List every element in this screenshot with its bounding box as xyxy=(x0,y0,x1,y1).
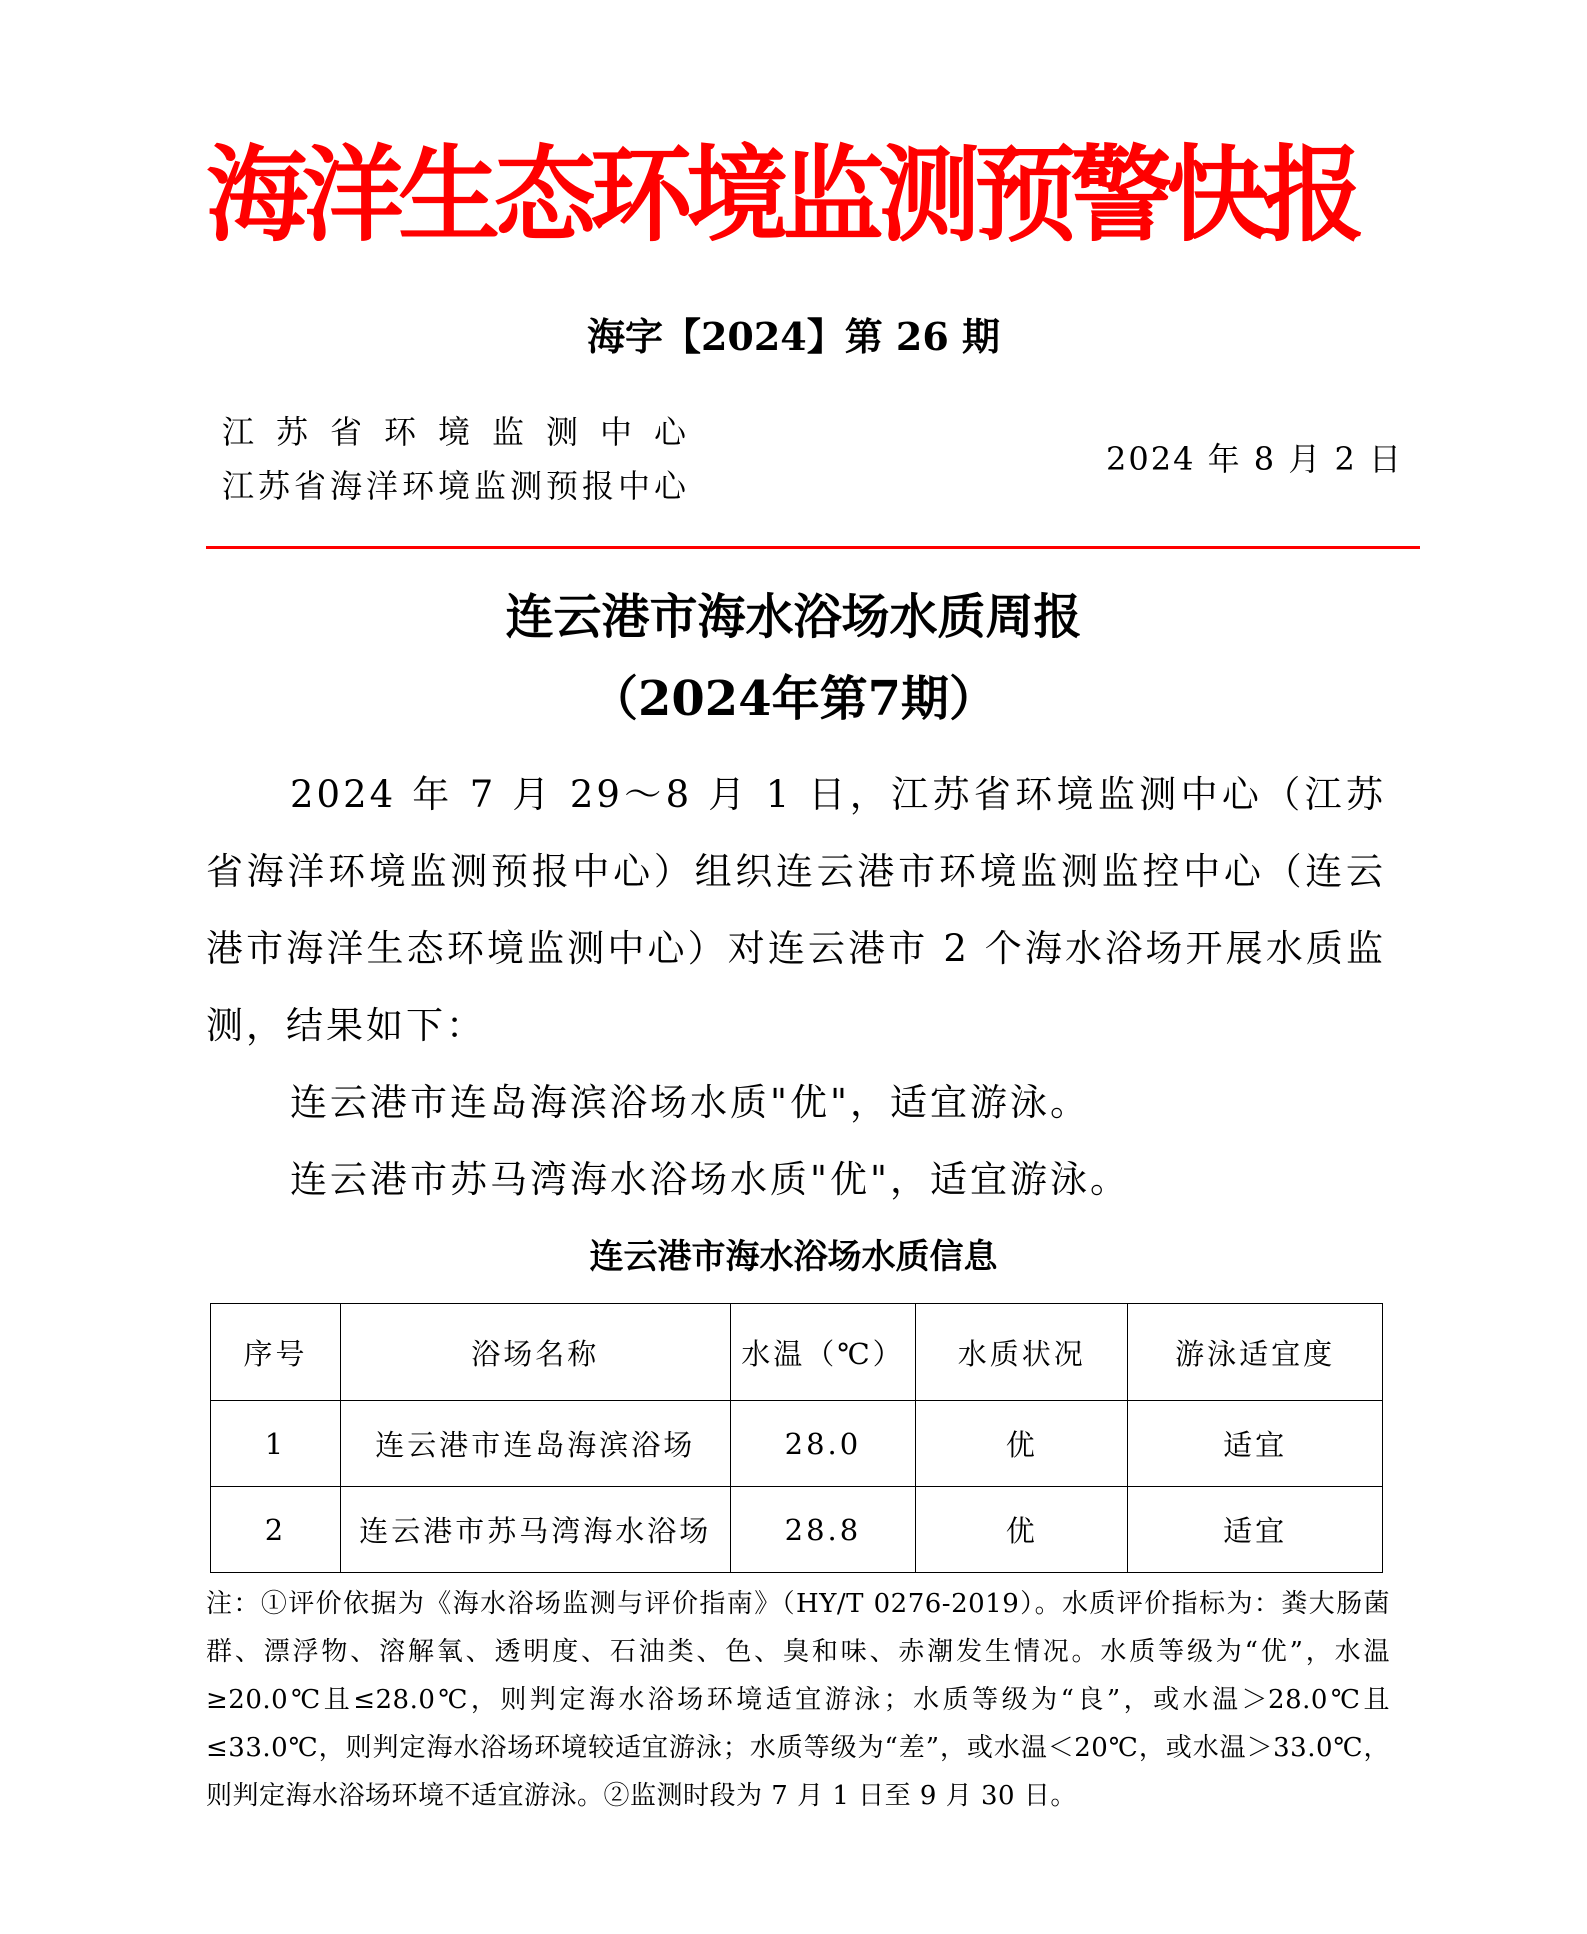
body-paragraph-result-2: 连云港市苏马湾海水浴场水质"优"，适宜游泳。 xyxy=(290,1158,1131,1201)
issue-date: 2024 年 8 月 2 日 xyxy=(1106,440,1404,478)
cell-index: 1 xyxy=(211,1401,341,1487)
table-title: 连云港市海水浴场水质信息 xyxy=(589,1237,998,1277)
report-subtitle: （2024年第7期） xyxy=(590,671,997,727)
header-cell-beach-name: 浴场名称 xyxy=(340,1304,730,1401)
report-body xyxy=(206,756,1386,1218)
header-cell-water-quality: 水质状况 xyxy=(916,1304,1128,1401)
report-title: 连云港市海水浴场水质周报 xyxy=(505,589,1082,645)
body-paragraph-result-1: 连云港市连岛海滨浴场水质"优"，适宜游泳。 xyxy=(290,1081,1091,1124)
table-row xyxy=(211,1401,1383,1487)
cell-water-temp: 28.0 xyxy=(730,1401,916,1487)
red-divider xyxy=(206,546,1420,549)
header-cell-swim-suitability: 游泳适宜度 xyxy=(1128,1304,1383,1401)
issuer-line-2: 江苏省海洋环境监测预报中心 xyxy=(222,467,691,505)
cell-water-quality: 优 xyxy=(916,1401,1128,1487)
cell-beach-name: 连云港市苏马湾海水浴场 xyxy=(340,1487,730,1573)
issuer-line-1: 江苏省环境监测中心 xyxy=(222,413,709,451)
cell-swim-suitability: 适宜 xyxy=(1128,1487,1383,1573)
table-header-row xyxy=(211,1304,1383,1401)
cell-index: 2 xyxy=(211,1487,341,1573)
header-cell-water-temp: 水温（℃） xyxy=(730,1304,916,1401)
cell-swim-suitability: 适宜 xyxy=(1128,1401,1383,1487)
water-quality-table xyxy=(210,1303,1383,1573)
masthead-title: 海洋生态环境监测预警快报 xyxy=(206,134,1359,256)
cell-beach-name: 连云港市连岛海滨浴场 xyxy=(340,1401,730,1487)
cell-water-temp: 28.8 xyxy=(730,1487,916,1573)
table-footnote: 注：①评价依据为《海水浴场监测与评价指南》（HY/T 0276-2019）。水质评价指标为：粪大肠菌群、漂浮物、溶解氧、透明度、石油类、色、臭和味、赤潮发生情况。水质等级为“优”，水温≥20.0℃且≤28.0℃，则判定海水浴场环境适宜游泳；水质等级为“良”，或水温＞28.0℃且≤33.0℃，则判定海水浴场环境较适宜游泳；水质等级为“差”，或水温＜20℃，或水温＞33.0℃，则判定海水浴场环境不适宜游泳。②监测时段为 7 月 1 日至 9 月 30 日。 xyxy=(206,1589,1390,1811)
header-cell-index: 序号 xyxy=(211,1304,341,1401)
cell-water-quality: 优 xyxy=(916,1487,1128,1573)
issuer-block xyxy=(222,405,708,513)
issue-number: 海字【2024】第 26 期 xyxy=(586,314,1001,359)
table-row xyxy=(211,1487,1383,1573)
body-paragraph-intro: 2024 年 7 月 29～8 月 1 日，江苏省环境监测中心（江苏省海洋环境监测预报中心）组织连云港市环境监测监控中心（连云港市海洋生态环境监测中心）对连云港市 2 个海水浴场开展水质监测，结果如下： xyxy=(206,773,1386,1047)
